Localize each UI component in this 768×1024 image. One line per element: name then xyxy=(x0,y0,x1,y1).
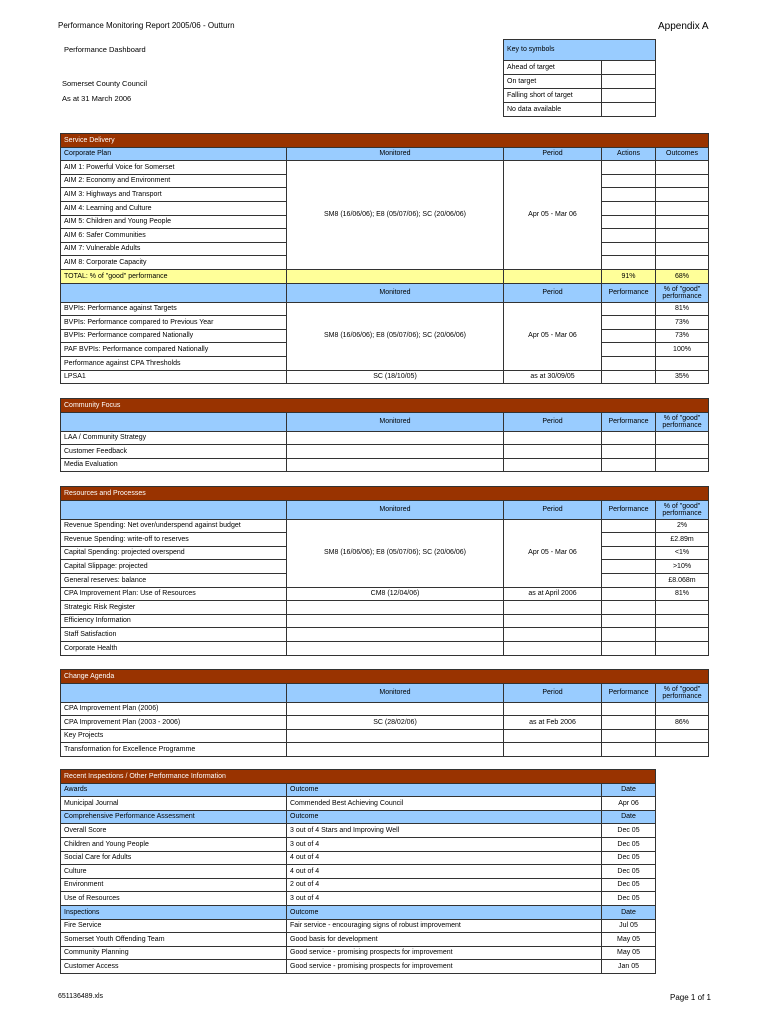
column-header: Actions xyxy=(602,147,656,161)
inspection-date: May 05 xyxy=(602,946,656,960)
section-heading: Recent Inspections / Other Performance Information xyxy=(61,770,656,784)
good-value: 81% xyxy=(656,302,709,316)
column-header: Period xyxy=(504,500,602,519)
column-header: Outcomes xyxy=(656,147,709,161)
inspection-name: Somerset Youth Offending Team xyxy=(61,933,287,947)
row-label: Revenue Spending: Net over/underspend against budget xyxy=(61,519,287,533)
service-delivery-table xyxy=(60,133,709,384)
good-value xyxy=(656,356,709,370)
section-heading: Community Focus xyxy=(61,399,709,413)
cpa-name: Environment xyxy=(61,878,287,892)
good-value: 2% xyxy=(656,519,709,533)
column-header: Monitored xyxy=(287,683,504,702)
inspection-date: Jan 05 xyxy=(602,960,656,974)
column-header: Outcome xyxy=(287,783,602,797)
key-symbol xyxy=(602,75,656,89)
cpa-name: Social Care for Adults xyxy=(61,851,287,865)
inspections-table xyxy=(60,769,656,974)
row-label: CPA Improvement Plan: Use of Resources xyxy=(61,587,287,601)
key-item: No data available xyxy=(504,103,602,117)
column-header: Monitored xyxy=(287,500,504,519)
monitored-cell: SM8 (16/06/06); E8 (05/07/06); SC (20/06/06) xyxy=(287,302,504,370)
column-header: Comprehensive Performance Assessment xyxy=(61,810,287,824)
key-title: Key to symbols xyxy=(504,40,656,61)
column-header: Date xyxy=(602,810,656,824)
row-label: Staff Satisfaction xyxy=(61,628,287,642)
monitored-cell: SM8 (16/06/06); E8 (05/07/06); SC (20/06/06) xyxy=(287,519,504,587)
good-value xyxy=(656,702,709,716)
column-header: Outcome xyxy=(287,810,602,824)
good-value: >10% xyxy=(656,560,709,574)
bvpi-label: BVPIs: Performance compared Nationally xyxy=(61,329,287,343)
cpa-outcome: 3 out of 4 xyxy=(287,892,602,906)
cpa-outcome: 3 out of 4 xyxy=(287,837,602,851)
column-header: % of "good" performance xyxy=(656,683,709,702)
cpa-name: Children and Young People xyxy=(61,837,287,851)
row-label: Capital Slippage: projected xyxy=(61,560,287,574)
aim-label: AIM 4: Learning and Culture xyxy=(61,201,287,215)
good-value: 73% xyxy=(656,316,709,330)
good-value: 81% xyxy=(656,587,709,601)
good-value xyxy=(656,729,709,743)
row-label: Strategic Risk Register xyxy=(61,601,287,615)
column-header: Monitored xyxy=(287,147,504,161)
as-at-date: As at 31 March 2006 xyxy=(62,94,132,103)
appendix-label: Appendix A xyxy=(658,21,709,32)
key-item: Ahead of target xyxy=(504,61,602,75)
column-header: Period xyxy=(504,283,602,302)
cpa-date: Dec 05 xyxy=(602,824,656,838)
page-number: Page 1 of 1 xyxy=(670,993,711,1002)
row-label: Customer Feedback xyxy=(61,445,287,459)
period-cell: Apr 05 - Mar 06 xyxy=(504,161,602,270)
cpa-outcome: 2 out of 4 xyxy=(287,878,602,892)
monitored-cell: CM8 (12/04/06) xyxy=(287,587,504,601)
aim-label: AIM 3: Highways and Transport xyxy=(61,188,287,202)
community-focus-table xyxy=(60,398,709,472)
good-value: <1% xyxy=(656,546,709,560)
period-cell xyxy=(504,743,602,757)
row-label: General reserves: balance xyxy=(61,573,287,587)
inspection-date: Jul 05 xyxy=(602,919,656,933)
period-cell xyxy=(504,702,602,716)
column-header: Corporate Plan xyxy=(61,147,287,161)
inspection-outcome: Good service - promising prospects for improvement xyxy=(287,960,602,974)
column-header: Monitored xyxy=(287,283,504,302)
total-actions: 91% xyxy=(602,269,656,283)
column-header: Period xyxy=(504,412,602,431)
key-symbol xyxy=(602,89,656,103)
cpa-outcome: 4 out of 4 xyxy=(287,865,602,879)
row-label: Capital Spending: projected overspend xyxy=(61,546,287,560)
good-value xyxy=(656,743,709,757)
good-value: 100% xyxy=(656,343,709,357)
good-value: 86% xyxy=(656,716,709,730)
column-header: Performance xyxy=(602,500,656,519)
change-agenda-table xyxy=(60,669,709,757)
key-symbol xyxy=(602,103,656,117)
cpa-date: Dec 05 xyxy=(602,851,656,865)
aim-label: AIM 2: Economy and Environment xyxy=(61,174,287,188)
inspection-name: Fire Service xyxy=(61,919,287,933)
period-cell: as at April 2006 xyxy=(504,587,602,601)
good-value: 73% xyxy=(656,329,709,343)
total-label: TOTAL: % of "good" performance xyxy=(61,269,287,283)
period-cell: Apr 05 - Mar 06 xyxy=(504,519,602,587)
key-item: On target xyxy=(504,75,602,89)
row-label: CPA Improvement Plan (2006) xyxy=(61,702,287,716)
row-label: Efficiency Information xyxy=(61,614,287,628)
column-header: Period xyxy=(504,683,602,702)
column-header: Date xyxy=(602,905,656,919)
monitored-cell: SC (18/10/05) xyxy=(287,370,504,384)
row-label: Revenue Spending: write-off to reserves xyxy=(61,533,287,547)
cpa-outcome: 4 out of 4 xyxy=(287,851,602,865)
cpa-name: Use of Resources xyxy=(61,892,287,906)
aim-label: AIM 7: Vulnerable Adults xyxy=(61,242,287,256)
bvpi-label: Performance against CPA Thresholds xyxy=(61,356,287,370)
aim-label: AIM 8: Corporate Capacity xyxy=(61,256,287,270)
column-header: % of "good" performance xyxy=(656,283,709,302)
column-header: Performance xyxy=(602,412,656,431)
monitored-cell xyxy=(287,729,504,743)
total-outcomes: 68% xyxy=(656,269,709,283)
cpa-date: Dec 05 xyxy=(602,865,656,879)
dashboard-title: Performance Dashboard xyxy=(64,45,146,54)
period-cell xyxy=(504,729,602,743)
period-cell: Apr 05 - Mar 06 xyxy=(504,302,602,370)
section-heading: Resources and Processes xyxy=(61,487,709,501)
council-name: Somerset County Council xyxy=(62,79,148,88)
aim-label: AIM 1: Powerful Voice for Somerset xyxy=(61,161,287,175)
key-to-symbols xyxy=(503,39,656,117)
aim-label: AIM 5: Children and Young People xyxy=(61,215,287,229)
monitored-cell: SC (28/02/06) xyxy=(287,716,504,730)
period-cell: as at 30/09/05 xyxy=(504,370,602,384)
section-heading: Change Agenda xyxy=(61,670,709,684)
aim-label: AIM 6: Safer Communities xyxy=(61,229,287,243)
inspection-outcome: Fair service - encouraging signs of robust improvement xyxy=(287,919,602,933)
good-value: £8.068m xyxy=(656,573,709,587)
bvpi-label: BVPIs: Performance against Targets xyxy=(61,302,287,316)
cpa-outcome: 3 out of 4 Stars and Improving Well xyxy=(287,824,602,838)
column-header: Inspections xyxy=(61,905,287,919)
good-value: £2.89m xyxy=(656,533,709,547)
column-header: Monitored xyxy=(287,412,504,431)
inspection-name: Customer Access xyxy=(61,960,287,974)
resources-table xyxy=(60,486,709,656)
column-header: Performance xyxy=(602,683,656,702)
column-header: Outcome xyxy=(287,905,602,919)
monitored-cell: SM8 (16/06/06); E8 (05/07/06); SC (20/06/06) xyxy=(287,161,504,270)
row-label: Media Evaluation xyxy=(61,458,287,472)
bvpi-label: BVPIs: Performance compared to Previous Year xyxy=(61,316,287,330)
award-name: Municipal Journal xyxy=(61,797,287,811)
column-header: Awards xyxy=(61,783,287,797)
row-label: Corporate Health xyxy=(61,641,287,655)
monitored-cell xyxy=(287,702,504,716)
good-value: 35% xyxy=(656,370,709,384)
column-header: Date xyxy=(602,783,656,797)
row-label: CPA Improvement Plan (2003 - 2006) xyxy=(61,716,287,730)
key-item: Falling short of target xyxy=(504,89,602,103)
award-date: Apr 06 xyxy=(602,797,656,811)
inspection-outcome: Good service - promising prospects for improvement xyxy=(287,946,602,960)
inspection-date: May 05 xyxy=(602,933,656,947)
column-header: % of "good" performance xyxy=(656,412,709,431)
column-header: Performance xyxy=(602,283,656,302)
cpa-date: Dec 05 xyxy=(602,892,656,906)
row-label: Transformation for Excellence Programme xyxy=(61,743,287,757)
file-name: 651136489.xls xyxy=(58,993,104,1000)
row-label: Key Projects xyxy=(61,729,287,743)
lpsa-label: LPSA1 xyxy=(61,370,287,384)
cpa-date: Dec 05 xyxy=(602,837,656,851)
monitored-cell xyxy=(287,743,504,757)
column-header: Period xyxy=(504,147,602,161)
report-title: Performance Monitoring Report 2005/06 - Outturn xyxy=(58,21,235,30)
cpa-name: Culture xyxy=(61,865,287,879)
bvpi-label: PAF BVPIs: Performance compared Nationally xyxy=(61,343,287,357)
inspection-name: Community Planning xyxy=(61,946,287,960)
period-cell: as at Feb 2006 xyxy=(504,716,602,730)
column-header: % of "good" performance xyxy=(656,500,709,519)
section-heading: Service Delivery xyxy=(61,134,709,148)
row-label: LAA / Community Strategy xyxy=(61,431,287,445)
cpa-date: Dec 05 xyxy=(602,878,656,892)
key-symbol xyxy=(602,61,656,75)
inspection-outcome: Good basis for development xyxy=(287,933,602,947)
award-outcome: Commended Best Achieving Council xyxy=(287,797,602,811)
cpa-name: Overall Score xyxy=(61,824,287,838)
